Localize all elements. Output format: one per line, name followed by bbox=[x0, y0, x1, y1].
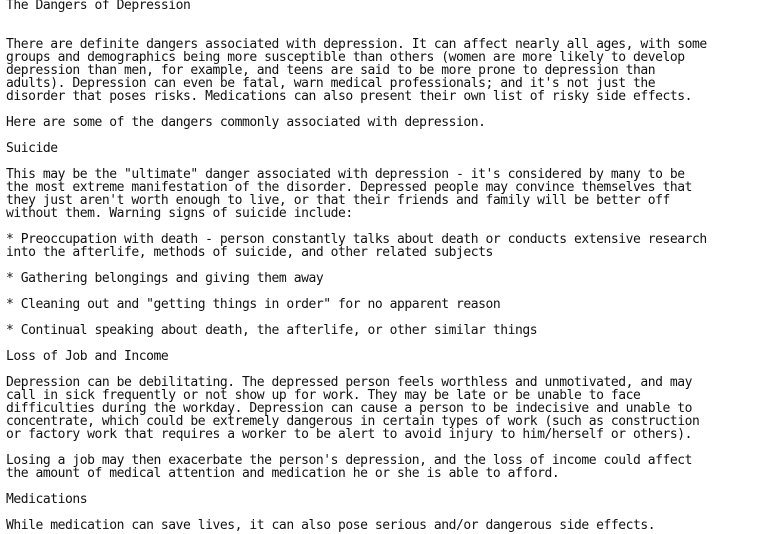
list-item-text: * Preoccupation with death - person constantly talks about death or conducts extensive research bbox=[6, 232, 707, 247]
text-line: adults). Depression can even be fatal, warn medical professionals; and it's not just the bbox=[6, 76, 656, 91]
paragraph-intro bbox=[6, 38, 772, 103]
paragraph-suicide bbox=[6, 168, 772, 220]
paragraph-medications bbox=[6, 519, 772, 532]
paragraph-dangers-intro bbox=[6, 116, 772, 129]
text-line: they just aren't worth enough to live, or that their friends and family will be better off bbox=[6, 193, 670, 208]
paragraph-job bbox=[6, 376, 772, 441]
list-item-preoccupation bbox=[6, 233, 772, 259]
list-item-speaking bbox=[6, 324, 772, 337]
text-line: Losing a job may then exacerbate the person's depression, and the loss of income could affect bbox=[6, 453, 693, 468]
list-item-belongings bbox=[6, 272, 772, 285]
text-line: without them. Warning signs of suicide include: bbox=[6, 206, 353, 221]
text-line: concentrate, which could be extremely dangerous in certain types of work (such as construction bbox=[6, 414, 700, 429]
text-line: the amount of medical attention and medication he or she is able to afford. bbox=[6, 466, 560, 481]
text-line: the most extreme manifestation of the disorder. Depressed people may convince themselves that bbox=[6, 180, 693, 195]
section-heading: Medications bbox=[6, 492, 88, 507]
list-item-text: * Gathering belongings and giving them away bbox=[6, 271, 324, 286]
text-line: Here are some of the dangers commonly associated with depression. bbox=[6, 115, 486, 130]
text-line: There are definite dangers associated with depression. It can affect nearly all ages, with some bbox=[6, 37, 707, 52]
section-heading-suicide bbox=[6, 142, 772, 155]
text-line: groups and demographics being more susceptible than others (women are more likely to develop bbox=[6, 50, 685, 65]
list-item-text: * Cleaning out and "getting things in order" for no apparent reason bbox=[6, 297, 501, 312]
text-line: or factory work that requires a worker to be alert to avoid injury to him/herself or others). bbox=[6, 427, 693, 442]
text-line: difficulties during the workday. Depression can cause a person to be indecisive and unable to bbox=[6, 401, 693, 416]
text-line: disorder that poses risks. Medications can also present their own list of risky side effects. bbox=[6, 89, 693, 104]
paragraph-income bbox=[6, 454, 772, 480]
list-item-cleaning bbox=[6, 298, 772, 311]
section-heading: Suicide bbox=[6, 141, 58, 156]
text-line: call in sick frequently or not show up for work. They may be late or be unable to face bbox=[6, 388, 641, 403]
section-heading-job bbox=[6, 350, 772, 363]
section-heading-medications bbox=[6, 493, 772, 506]
text-line: Depression can be debilitating. The depressed person feels worthless and unmotivated, and may bbox=[6, 375, 693, 390]
document-title: The Dangers of Depression bbox=[6, 0, 191, 13]
section-heading: Loss of Job and Income bbox=[6, 349, 169, 364]
list-item-text: * Continual speaking about death, the afterlife, or other similar things bbox=[6, 323, 538, 338]
text-line: depression than men, for example, and teens are said to be more prone to depression than bbox=[6, 63, 656, 78]
text-line: This may be the "ultimate" danger associated with depression - it's considered by many to be bbox=[6, 167, 685, 182]
list-item-text: into the afterlife, methods of suicide, and other related subjects bbox=[6, 245, 493, 260]
text-line: While medication can save lives, it can also pose serious and/or dangerous side effects. bbox=[6, 518, 656, 533]
